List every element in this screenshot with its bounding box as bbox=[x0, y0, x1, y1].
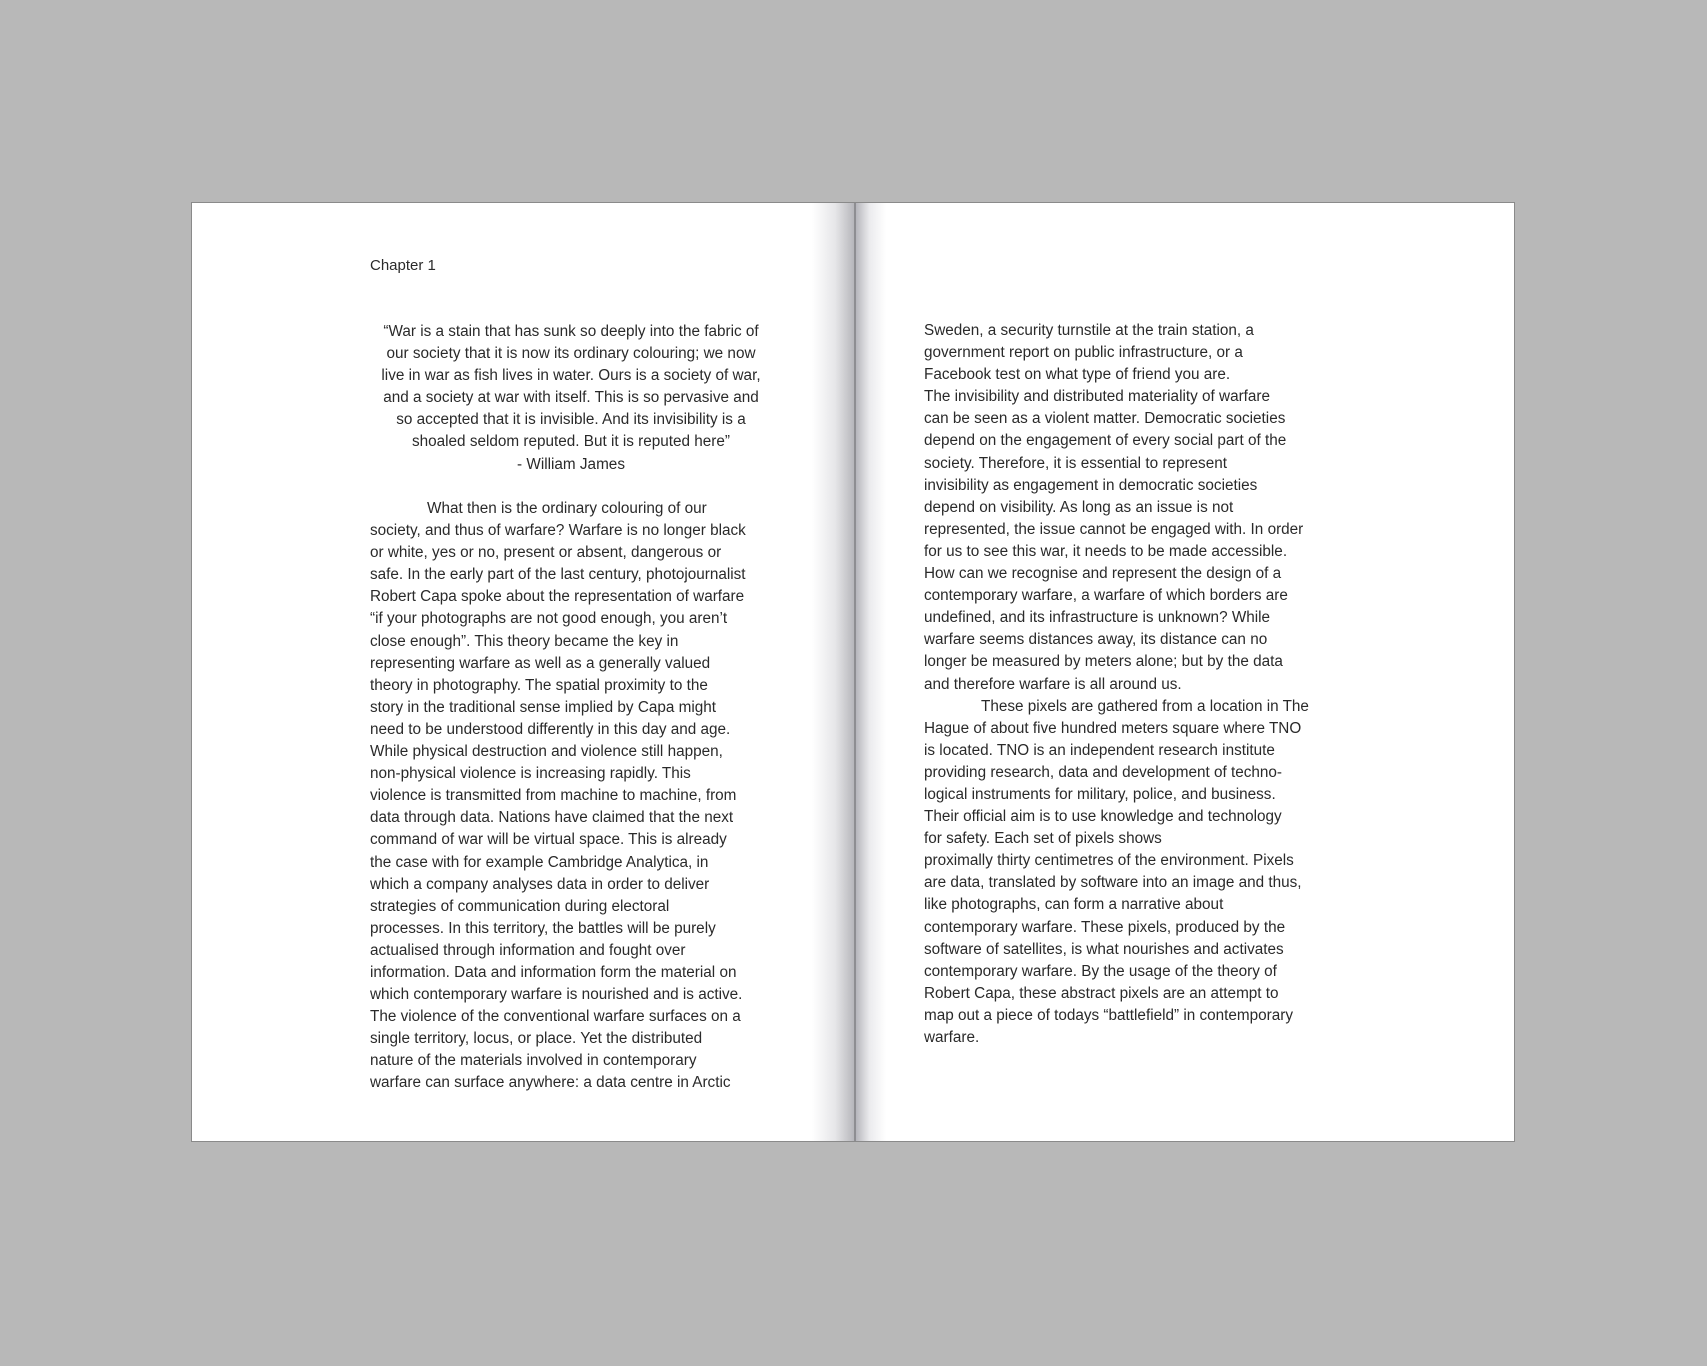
body-line: What then is the ordinary colouring of our bbox=[427, 500, 707, 517]
body-line: actualised through information and fought over bbox=[370, 941, 686, 959]
body-line: How can we recognise and represent the design of a bbox=[924, 565, 1282, 583]
body-line: non-physical violence is increasing rapidly. This bbox=[370, 765, 691, 783]
body-line: warfare seems distances away, its distance can no bbox=[924, 631, 1268, 649]
body-line: The invisibility and distributed materiality of warfare bbox=[924, 388, 1271, 406]
body-line: need to be understood differently in this day and age. bbox=[370, 720, 731, 738]
body-line: is located. TNO is an independent research institute bbox=[924, 741, 1275, 759]
body-line: Hague of about five hundred meters square where TNO bbox=[924, 719, 1302, 737]
body-line: data through data. Nations have claimed that the next bbox=[370, 809, 734, 827]
book-spread bbox=[191, 202, 1515, 1142]
body-line: information. Data and information form the material on bbox=[370, 963, 737, 981]
body-line: safe. In the early part of the last century, photojournalist bbox=[370, 566, 746, 584]
body-line: Their official aim is to use knowledge and technology bbox=[924, 808, 1282, 826]
body-line: contemporary warfare, a warfare of which borders are bbox=[924, 587, 1288, 605]
body-line: which contemporary warfare is nourished and is active. bbox=[370, 986, 743, 1004]
body-line: command of war will be virtual space. This is already bbox=[370, 831, 727, 849]
body-line: represented, the issue cannot be engaged with. In order bbox=[924, 520, 1304, 538]
body-line: contemporary warfare. These pixels, produced by the bbox=[924, 918, 1286, 936]
body-line: While physical destruction and violence still happen, bbox=[370, 743, 723, 761]
body-line: “if your photographs are not good enough, you aren’t bbox=[370, 610, 728, 628]
epigraph-line: shoaled seldom reputed. But it is reputed here” bbox=[411, 433, 731, 451]
body-line: representing warfare as well as a generally valued bbox=[370, 654, 711, 672]
body-line: society. Therefore, it is essential to represent bbox=[924, 454, 1227, 472]
body-line: map out a piece of todays “battlefield” in contemporary bbox=[924, 1006, 1294, 1024]
epigraph-line: live in war as fish lives in water. Ours is a society of war, bbox=[381, 367, 761, 385]
body-line: the case with for example Cambridge Analytica, in bbox=[370, 853, 709, 871]
left-body-text bbox=[370, 498, 780, 1095]
body-line: for safety. Each set of pixels shows bbox=[924, 830, 1162, 848]
body-line: government report on public infrastructure, or a bbox=[924, 344, 1243, 362]
right-body-text bbox=[924, 320, 1344, 1049]
body-line: contemporary warfare. By the usage of the theory of bbox=[924, 962, 1277, 980]
body-line: Robert Capa spoke about the representation of warfare bbox=[370, 588, 745, 606]
body-line: Robert Capa, these abstract pixels are an attempt to bbox=[924, 984, 1279, 1002]
body-line: like photographs, can form a narrative about bbox=[924, 896, 1224, 914]
epigraph-line: and a society at war with itself. This is so pervasive and bbox=[383, 389, 759, 407]
body-line: or white, yes or no, present or absent, dangerous or bbox=[370, 544, 722, 562]
epigraph-line: “War is a stain that has sunk so deeply into the fabric of bbox=[383, 323, 759, 340]
body-line: which a company analyses data in order to deliver bbox=[370, 875, 710, 893]
body-line: for us to see this war, it needs to be made accessible. bbox=[924, 542, 1288, 560]
body-line: depend on the engagement of every social part of the bbox=[924, 432, 1287, 450]
body-line: processes. In this territory, the battles will be purely bbox=[370, 919, 716, 937]
body-line: are data, translated by software into an image and thus, bbox=[924, 874, 1302, 892]
epigraph-quote bbox=[370, 321, 772, 476]
body-line: close enough”. This theory became the key in bbox=[370, 632, 679, 650]
body-line: theory in photography. The spatial proximity to the bbox=[370, 676, 708, 694]
left-page bbox=[192, 203, 854, 1141]
body-line: logical instruments for military, police, and business. bbox=[924, 785, 1276, 803]
body-line: proximally thirty centimetres of the environment. Pixels bbox=[924, 852, 1294, 870]
epigraph-attribution: - William James bbox=[517, 455, 625, 473]
body-line: warfare. bbox=[924, 1029, 980, 1046]
body-line: undefined, and its infrastructure is unknown? While bbox=[924, 609, 1271, 627]
body-line: warfare can surface anywhere: a data centre in Arctic bbox=[370, 1074, 731, 1092]
epigraph-line: so accepted that it is invisible. And its invisibility is a bbox=[396, 411, 746, 429]
body-line: society, and thus of warfare? Warfare is no longer black bbox=[370, 522, 746, 540]
body-line: These pixels are gathered from a location in The bbox=[981, 697, 1309, 715]
body-line: depend on visibility. As long as an issue is not bbox=[924, 498, 1234, 516]
epigraph-line: our society that it is now its ordinary colouring; we now bbox=[386, 345, 756, 363]
body-line: Facebook test on what type of friend you are. bbox=[924, 366, 1231, 384]
body-line: Sweden, a security turnstile at the train station, a bbox=[924, 322, 1254, 339]
body-line: nature of the materials involved in contemporary bbox=[370, 1052, 697, 1070]
body-line: invisibility as engagement in democratic societies bbox=[924, 476, 1258, 494]
body-line: story in the traditional sense implied by Capa might bbox=[370, 698, 717, 716]
body-line: software of satellites, is what nourishes and activates bbox=[924, 940, 1284, 958]
body-line: providing research, data and development of techno- bbox=[924, 763, 1283, 781]
body-line: and therefore warfare is all around us. bbox=[924, 675, 1182, 693]
body-line: strategies of communication during electoral bbox=[370, 897, 670, 915]
right-page bbox=[856, 203, 1516, 1141]
body-line: longer be measured by meters alone; but by the data bbox=[924, 653, 1283, 671]
body-line: The violence of the conventional warfare surfaces on a bbox=[370, 1008, 741, 1026]
body-line: violence is transmitted from machine to machine, from bbox=[370, 787, 737, 805]
body-line: single territory, locus, or place. Yet the distributed bbox=[370, 1030, 703, 1048]
body-line: can be seen as a violent matter. Democratic societies bbox=[924, 410, 1286, 428]
chapter-heading: Chapter 1 bbox=[370, 257, 436, 274]
